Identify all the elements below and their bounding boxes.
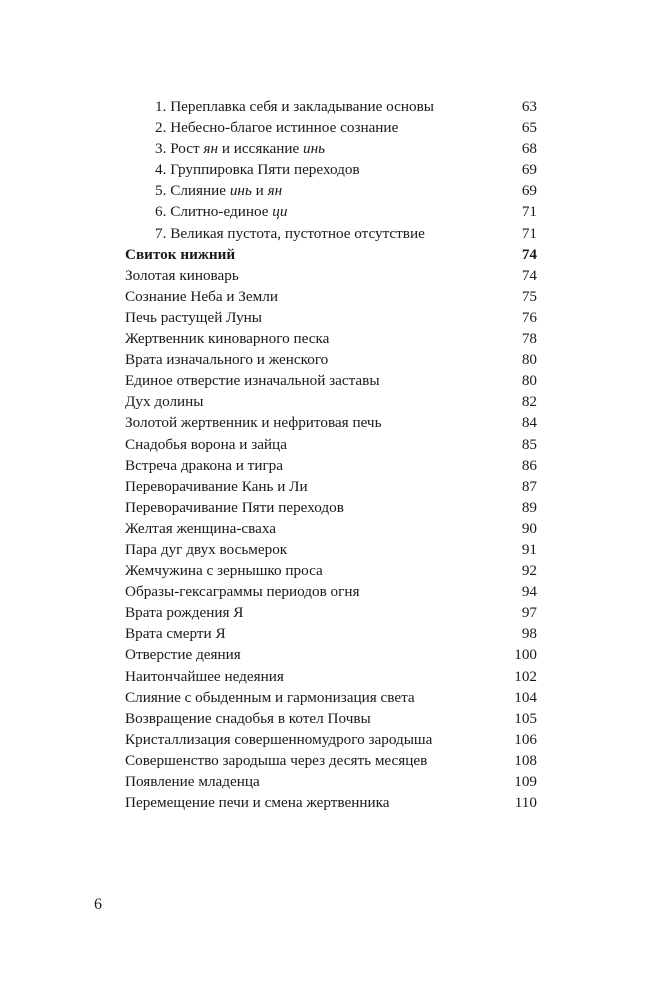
toc-entry bbox=[125, 349, 537, 370]
toc-entry-title: Снадобья ворона и зайца bbox=[125, 435, 287, 453]
toc-entry bbox=[125, 666, 537, 687]
toc-entry bbox=[125, 370, 537, 391]
toc-entry-page: 76 bbox=[521, 308, 537, 326]
toc-entry bbox=[125, 96, 537, 117]
toc-entry bbox=[125, 792, 537, 813]
toc-entry bbox=[125, 159, 537, 180]
toc-entry bbox=[125, 602, 537, 623]
toc-entry bbox=[125, 560, 537, 581]
toc-entry-page: 100 bbox=[514, 646, 537, 664]
toc-entry-title: Желтая женщина-сваха bbox=[125, 519, 276, 537]
toc-entry-page: 91 bbox=[521, 540, 537, 558]
toc-entry bbox=[125, 539, 537, 560]
toc-entry-page: 98 bbox=[521, 625, 537, 643]
toc-entry-title: Единое отверстие изначальной заставы bbox=[125, 372, 380, 390]
toc-entry bbox=[125, 307, 537, 328]
toc-entry-page: 92 bbox=[521, 562, 537, 580]
toc-entry-title: 4. Группировка Пяти переходов bbox=[155, 161, 360, 179]
toc-entry-page: 80 bbox=[521, 372, 537, 390]
toc-entry bbox=[125, 201, 537, 222]
toc-entry-title: Переворачивание Пяти переходов bbox=[125, 498, 344, 516]
toc-entry-title: Свиток нижний bbox=[125, 245, 236, 263]
toc-entry-title: Встреча дракона и тигра bbox=[125, 456, 284, 474]
toc-entry-page: 97 bbox=[521, 604, 537, 622]
toc-entry bbox=[125, 476, 537, 497]
toc-entry-title: Врата рождения Я bbox=[125, 604, 244, 622]
toc-entry-page: 75 bbox=[521, 287, 537, 305]
toc-entry-title: Жемчужина с зернышко проса bbox=[125, 562, 323, 580]
toc-entry-title: 5. Слияние инь и ян bbox=[155, 182, 283, 200]
toc-entry-page: 80 bbox=[521, 351, 537, 369]
toc-entry-page: 65 bbox=[521, 119, 537, 137]
toc-entry-page: 89 bbox=[521, 498, 537, 516]
toc-entry bbox=[125, 434, 537, 455]
toc-entry bbox=[125, 771, 537, 792]
toc-entry bbox=[125, 180, 537, 201]
toc-entry-title: Пара дуг двух восьмерок bbox=[125, 540, 288, 558]
toc-entry-page: 85 bbox=[521, 435, 537, 453]
toc-entry-page: 87 bbox=[521, 477, 537, 495]
toc-entry-title: Золотой жертвенник и нефритовая печь bbox=[125, 414, 382, 432]
toc-entry-title: 7. Великая пустота, пустотное отсутствие bbox=[155, 224, 425, 242]
toc-entry bbox=[125, 644, 537, 665]
toc-entry bbox=[125, 497, 537, 518]
toc-entry-title: Дух долины bbox=[125, 393, 204, 411]
toc-entry-page: 108 bbox=[514, 751, 537, 769]
toc-entry-page: 69 bbox=[521, 182, 537, 200]
toc-entry-page: 69 bbox=[521, 161, 537, 179]
toc-entry bbox=[125, 623, 537, 644]
toc-entry-page: 104 bbox=[514, 688, 537, 706]
toc-entry-page: 71 bbox=[521, 224, 537, 242]
toc-entry-page: 86 bbox=[521, 456, 537, 474]
italic-term: инь bbox=[229, 182, 252, 200]
page-number: 6 bbox=[94, 896, 102, 913]
toc-entry-title: Врата смерти Я bbox=[125, 625, 226, 643]
toc-entry-title: 2. Небесно-благое истинное сознание bbox=[155, 119, 399, 137]
toc-entry-page: 105 bbox=[514, 709, 537, 727]
toc-entry bbox=[125, 265, 537, 286]
toc-entry bbox=[125, 708, 537, 729]
toc-entry-title: Появление младенца bbox=[125, 773, 260, 790]
toc-entry-page: 78 bbox=[521, 330, 537, 348]
toc-entry-page: 68 bbox=[521, 140, 537, 158]
toc-entry-title: Совершенство зародыша через десять месяцев bbox=[125, 751, 428, 769]
toc-entry-page: 106 bbox=[514, 730, 537, 748]
toc-entry-title: Жертвенник киноварного песка bbox=[125, 330, 330, 348]
toc-entry-page: 90 bbox=[521, 519, 537, 537]
italic-term: ян bbox=[203, 140, 219, 158]
toc-entry-title: Наитончайшее недеяния bbox=[125, 667, 284, 685]
toc-entry-title: Печь растущей Луны bbox=[125, 308, 263, 326]
toc-entry-title: 6. Слитно-единое ци bbox=[155, 203, 288, 221]
toc-entry-page: 102 bbox=[514, 667, 537, 685]
toc-entry-title: Золотая киноварь bbox=[125, 266, 239, 284]
toc-entry-page: 109 bbox=[514, 773, 537, 790]
toc-entry-title: 3. Рост ян и иссякание инь bbox=[155, 140, 326, 158]
toc-entry-title: Отверстие деяния bbox=[125, 646, 241, 664]
toc-entry bbox=[125, 117, 537, 138]
toc-entry bbox=[125, 729, 537, 750]
toc-entry bbox=[125, 687, 537, 708]
toc-entry-page: 63 bbox=[521, 98, 537, 115]
toc-entry-title: Перемещение печи и смена жертвенника bbox=[125, 794, 390, 812]
italic-term: инь bbox=[303, 140, 326, 158]
toc-entry bbox=[125, 328, 537, 349]
toc-entry-title: Переворачивание Кань и Ли bbox=[125, 477, 308, 495]
toc-entry-title: Возвращение снадобья в котел Почвы bbox=[125, 709, 371, 727]
toc-entry bbox=[125, 581, 537, 602]
toc-entry bbox=[125, 750, 537, 771]
toc-entry-title: Слияние с обыденным и гармонизация света bbox=[125, 688, 415, 706]
toc-entry-page: 74 bbox=[521, 266, 537, 284]
toc-entry bbox=[125, 391, 537, 412]
toc-entry-title: Врата изначального и женского bbox=[125, 351, 329, 369]
toc-entry bbox=[125, 138, 537, 159]
toc-entry-page: 82 bbox=[521, 393, 537, 411]
toc-entry-title: Сознание Неба и Земли bbox=[125, 287, 278, 305]
toc-entry-page: 71 bbox=[521, 203, 537, 221]
italic-term: ци bbox=[272, 203, 288, 221]
toc-entry bbox=[125, 412, 537, 433]
toc-entry-title: Образы-гексаграммы периодов огня bbox=[125, 583, 360, 601]
toc-entry bbox=[125, 518, 537, 539]
toc-section-heading bbox=[125, 244, 537, 265]
toc-entry bbox=[125, 223, 537, 244]
toc-entry bbox=[125, 286, 537, 307]
toc-entry-page: 74 bbox=[521, 245, 537, 263]
table-of-contents bbox=[125, 96, 537, 813]
toc-entry-page: 94 bbox=[521, 583, 537, 601]
toc-entry-title: 1. Переплавка себя и закладывание основы bbox=[155, 98, 434, 115]
toc-entry-title: Кристаллизация совершенномудрого зародыша bbox=[125, 730, 433, 748]
toc-entry bbox=[125, 455, 537, 476]
italic-term: ян bbox=[267, 182, 283, 200]
toc-entry-page: 84 bbox=[521, 414, 537, 432]
toc-entry-page: 110 bbox=[514, 794, 537, 812]
